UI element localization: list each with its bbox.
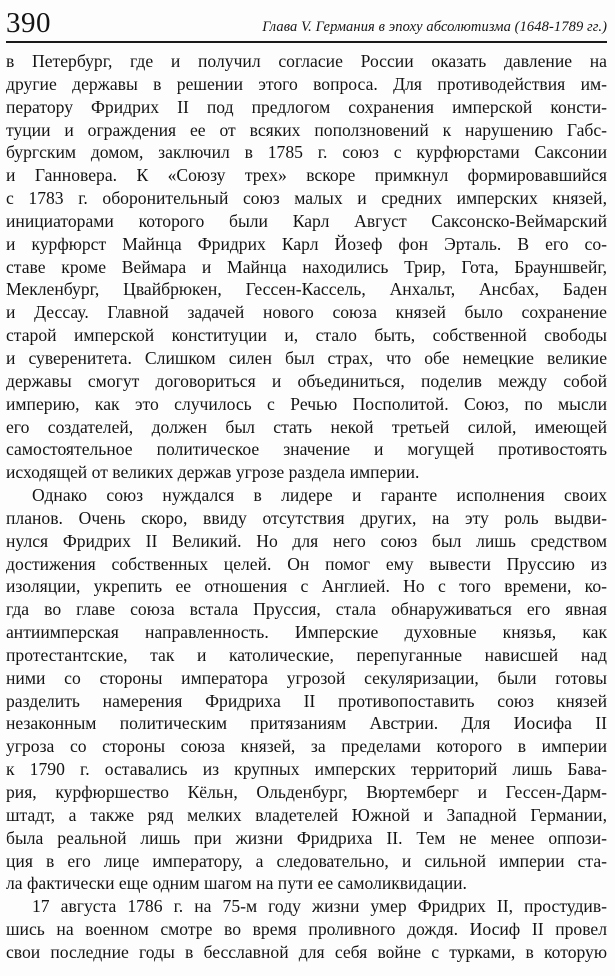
text-line: разделить намерения Фридриха II противопоставить союз князей bbox=[6, 690, 607, 711]
text-line: ла фактически еще одним шагом на пути ее самоликвидации. bbox=[6, 873, 467, 894]
text-line: державы смогут договориться и объединиться, поделив между собой bbox=[6, 370, 607, 391]
text-line: ция в его лице императору, а следовательно, и сильной империи ста- bbox=[6, 850, 607, 871]
text-line: самостоятельное политическое значение и могущей противостоять bbox=[6, 439, 607, 460]
text-line: к 1790 г. оставались из крупных имперских территорий лишь Бава- bbox=[6, 759, 607, 780]
text-line: 17 августа 1786 г. на 75-м году жизни умер Фридрих II, простудив- bbox=[32, 896, 607, 917]
text-line: и суверенитета. Слишком силен был страх, что обе немецкие великие bbox=[6, 347, 607, 368]
text-body bbox=[6, 50, 607, 964]
page-number: 390 bbox=[6, 7, 51, 39]
text-line: его создателей, должен был стать некой третьей силой, имеющей bbox=[6, 416, 607, 437]
text-line: бургским домом, заключил в 1785 г. союз с курфюрстами Саксонии bbox=[6, 142, 607, 163]
text-line: протестантские, так и католические, перепуганные нависшей над bbox=[6, 644, 607, 665]
text-line: шись на военном смотре во время проливного дождя. Иосиф II провел bbox=[6, 919, 607, 940]
text-line: незаконным политическим притязаниям Австрии. Для Иосифа II bbox=[6, 713, 607, 734]
text-line: нулся Фридрих II Великий. Но для него союз был лишь средством bbox=[6, 530, 607, 551]
text-line: свои последние годы в бесславной для себя войне с турками, в которую bbox=[6, 941, 607, 962]
text-line: ператору Фридрих II под предлогом сохранения имперской консти- bbox=[6, 96, 607, 117]
text-line: исходящей от великих держав угрозе раздела империи. bbox=[6, 462, 420, 483]
text-line: Однако союз нуждался в лидере и гаранте исполнения своих bbox=[32, 485, 607, 506]
page-header bbox=[6, 2, 607, 43]
text-line: планов. Очень скоро, ввиду отсутствия других, на эту роль выдви- bbox=[6, 507, 607, 528]
paragraph bbox=[6, 50, 607, 484]
text-line: империю, как это случилось с Речью Посполитой. Союз, по мысли bbox=[6, 393, 607, 414]
text-line: штадт, а также ряд мелких владетелей Южной и Западной Германии, bbox=[6, 804, 607, 825]
text-line: изоляции, укрепить ее отношения с Англией. Но с того времени, ко- bbox=[6, 576, 607, 597]
text-line: с 1783 г. оборонительный союз малых и средних имперских князей, bbox=[6, 188, 607, 209]
text-line: антиимперская направленность. Имперские духовные князья, как bbox=[6, 622, 607, 643]
text-line: другие державы в решении этого вопроса. Для противодействия им- bbox=[6, 73, 607, 94]
text-line: рия, курфюршество Кёльн, Ольденбург, Вюртемберг и Гессен-Дарм- bbox=[6, 782, 607, 802]
paragraph bbox=[6, 484, 607, 895]
text-line: и Дессау. Главной задачей нового союза князей было сохранение bbox=[6, 302, 607, 323]
text-line: и курфюрст Майнца Фридрих Карл Йозеф фон Эрталь. В его со- bbox=[6, 233, 607, 254]
text-line: была реальной лишь при жизни Фридриха II. Тем не менее оппози- bbox=[6, 827, 607, 848]
text-line: Мекленбург, Цвайбрюкен, Гессен-Кассель, Анхальт, Ансбах, Баден bbox=[6, 279, 607, 300]
text-line: угроза со стороны союза князей, за пределами которого в империи bbox=[6, 736, 607, 757]
text-line: старой имперской конституции и, стало быть, собственной свободы bbox=[6, 325, 607, 346]
text-line: туции и ограждения ее от всяких поползновений к нарушению Габс- bbox=[6, 119, 607, 140]
text-line: и Ганновера. К «Союзу трех» вскоре примкнул формировавшийся bbox=[6, 165, 607, 186]
text-line: в Петербург, где и получил согласие России оказать давление на bbox=[6, 51, 607, 71]
text-line: инициаторами которого были Карл Август Саксонско-Веймарский bbox=[6, 210, 607, 231]
text-line: ними со стороны императора угрозой секуляризации, были готовы bbox=[6, 667, 607, 688]
text-line: достижения собственных целей. Он помог ему вывести Пруссию из bbox=[6, 553, 607, 574]
running-head: Глава V. Германия в эпоху абсолютизма (1648-1789 гг.) bbox=[262, 19, 607, 35]
text-line: ставе кроме Веймара и Майнца находились Трир, Гота, Брауншвейг, bbox=[6, 256, 607, 277]
paragraph bbox=[6, 895, 607, 964]
text-line: гда во главе союза встала Пруссия, стала обнаруживаться его явная bbox=[6, 599, 607, 620]
